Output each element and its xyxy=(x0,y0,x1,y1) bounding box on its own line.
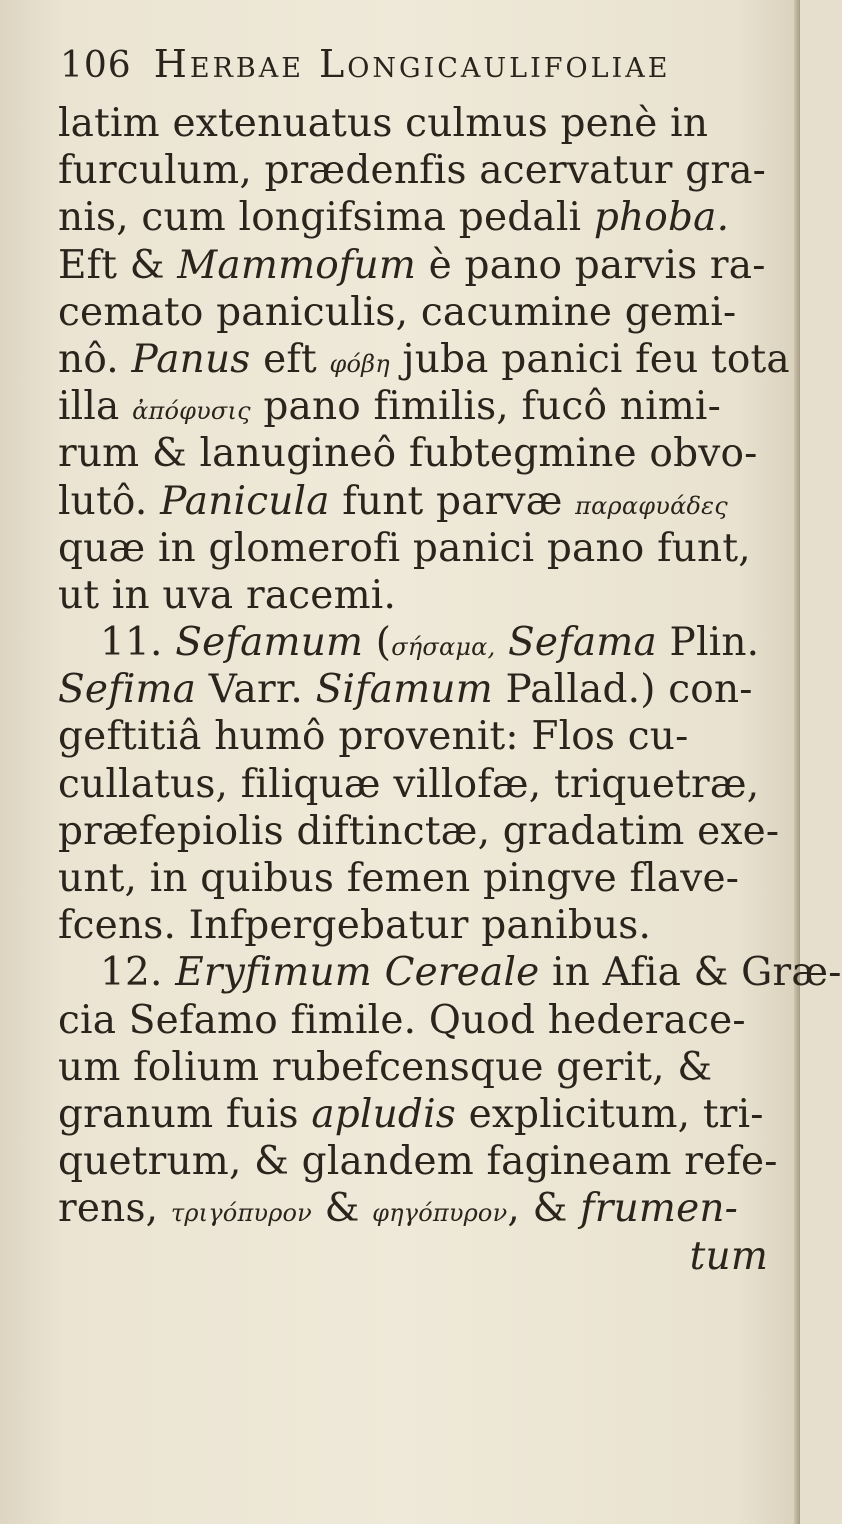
text-line xyxy=(58,1138,778,1185)
text-segment: ut in uva racemi. xyxy=(58,572,397,618)
text-segment: Varr. xyxy=(196,667,316,713)
text-line xyxy=(58,430,778,477)
text-segment: præfepiolis diftinctæ, gradatim exe- xyxy=(58,808,780,854)
page-edge xyxy=(794,0,800,1524)
text-segment xyxy=(495,620,508,665)
text-segment: geftitiâ humô provenit: Flos cu- xyxy=(58,714,689,760)
text-segment: granum fuis xyxy=(58,1091,312,1137)
text-segment: cemato paniculis, cacumine gemi- xyxy=(58,289,737,335)
text-line xyxy=(58,289,778,336)
text-segment: cia Sefamo fimile. Quod hederace- xyxy=(58,997,746,1043)
text-segment: explicitum, tri- xyxy=(455,1091,764,1137)
text-line xyxy=(58,997,778,1044)
text-segment: Pallad.) con- xyxy=(492,667,753,713)
text-segment: quæ in glomerofi panici pano funt, xyxy=(58,525,751,571)
italic-term: Sefama xyxy=(508,620,657,666)
text-line xyxy=(58,1044,778,1091)
italic-term: phoba. xyxy=(593,195,730,241)
text-segment: 12. xyxy=(100,950,176,996)
text-segment: in Afia & Græ- xyxy=(539,950,842,996)
text-segment: lutô. xyxy=(58,478,161,524)
text-segment: è pano parvis ra- xyxy=(416,242,766,288)
greek-term: παραφυάδες xyxy=(575,491,728,520)
text-line xyxy=(58,194,778,241)
text-segment: illa xyxy=(58,384,133,430)
text-line xyxy=(58,902,778,949)
greek-term: φόβη xyxy=(329,349,390,378)
text-line xyxy=(58,1091,778,1138)
text-segment: Plin. xyxy=(656,620,760,666)
italic-term: Sefima xyxy=(58,667,197,713)
text-segment: pano fimilis, fucô nimi- xyxy=(250,384,721,430)
text-segment: rum & lanugineô fubtegmine obvo- xyxy=(58,431,758,477)
text-segment: nis, cum longifsima pedali xyxy=(58,195,594,241)
text-segment: um folium rubefcensque gerit, & xyxy=(58,1044,713,1090)
text-line xyxy=(58,1185,778,1232)
text-segment: juba panici feu tota xyxy=(389,336,790,382)
text-line xyxy=(58,855,778,902)
text-line xyxy=(58,242,778,289)
page-number: 106 xyxy=(60,45,132,86)
text-segment: fcens. Infpergebatur panibus. xyxy=(58,903,652,949)
italic-term: Mammofum xyxy=(177,242,417,288)
italic-term: Eryfimum Cereale xyxy=(175,950,540,996)
text-line xyxy=(58,761,778,808)
text-segment: ( xyxy=(363,620,392,666)
italic-term: apludis xyxy=(311,1091,456,1137)
text-line xyxy=(58,147,778,194)
text-segment: & xyxy=(311,1186,373,1232)
greek-term: σήσαμα, xyxy=(391,633,496,662)
text-line xyxy=(58,808,778,855)
catchword: tum xyxy=(689,1233,768,1279)
text-segment: furculum, prædenfis acervatur gra- xyxy=(58,148,767,194)
text-segment: latim extenuatus culmus penè in xyxy=(58,101,709,146)
text-line xyxy=(58,619,778,666)
text-segment: 11. xyxy=(100,620,176,666)
greek-term: ἀπόφυσις xyxy=(132,397,251,426)
italic-term: Panicula xyxy=(160,478,330,524)
text-line xyxy=(58,949,842,996)
italic-term: Sifamum xyxy=(315,667,493,713)
greek-term: φηγόπυρον xyxy=(372,1199,508,1228)
text-line xyxy=(58,336,790,383)
text-line xyxy=(58,100,778,147)
page-header xyxy=(60,42,780,94)
text-line xyxy=(58,525,778,572)
text-segment: quetrum, & glandem fagineam refe- xyxy=(58,1139,778,1185)
greek-term: τριγόπυρον xyxy=(170,1199,312,1228)
text-segment: cullatus, filiquæ villofæ, triquetræ, xyxy=(58,761,760,807)
italic-term: frumen- xyxy=(580,1186,739,1232)
text-segment: unt, in quibus femen pingve flave- xyxy=(58,856,740,901)
text-line xyxy=(58,383,778,430)
text-segment: Eft & xyxy=(58,242,178,288)
running-title: Herbae Longicaulifoliae xyxy=(153,42,671,86)
text-segment: rens, xyxy=(58,1186,171,1232)
text-line xyxy=(58,713,778,760)
text-segment: funt parvæ xyxy=(329,478,576,524)
italic-term: Panus xyxy=(131,336,251,382)
text-segment: , & xyxy=(507,1186,581,1232)
text-line xyxy=(58,572,778,619)
text-line xyxy=(58,666,778,713)
italic-term: Sefamum xyxy=(175,620,364,666)
text-segment: eft xyxy=(250,336,330,382)
text-segment: nô. xyxy=(58,336,132,382)
body-text xyxy=(58,100,842,1280)
text-line xyxy=(58,478,778,525)
